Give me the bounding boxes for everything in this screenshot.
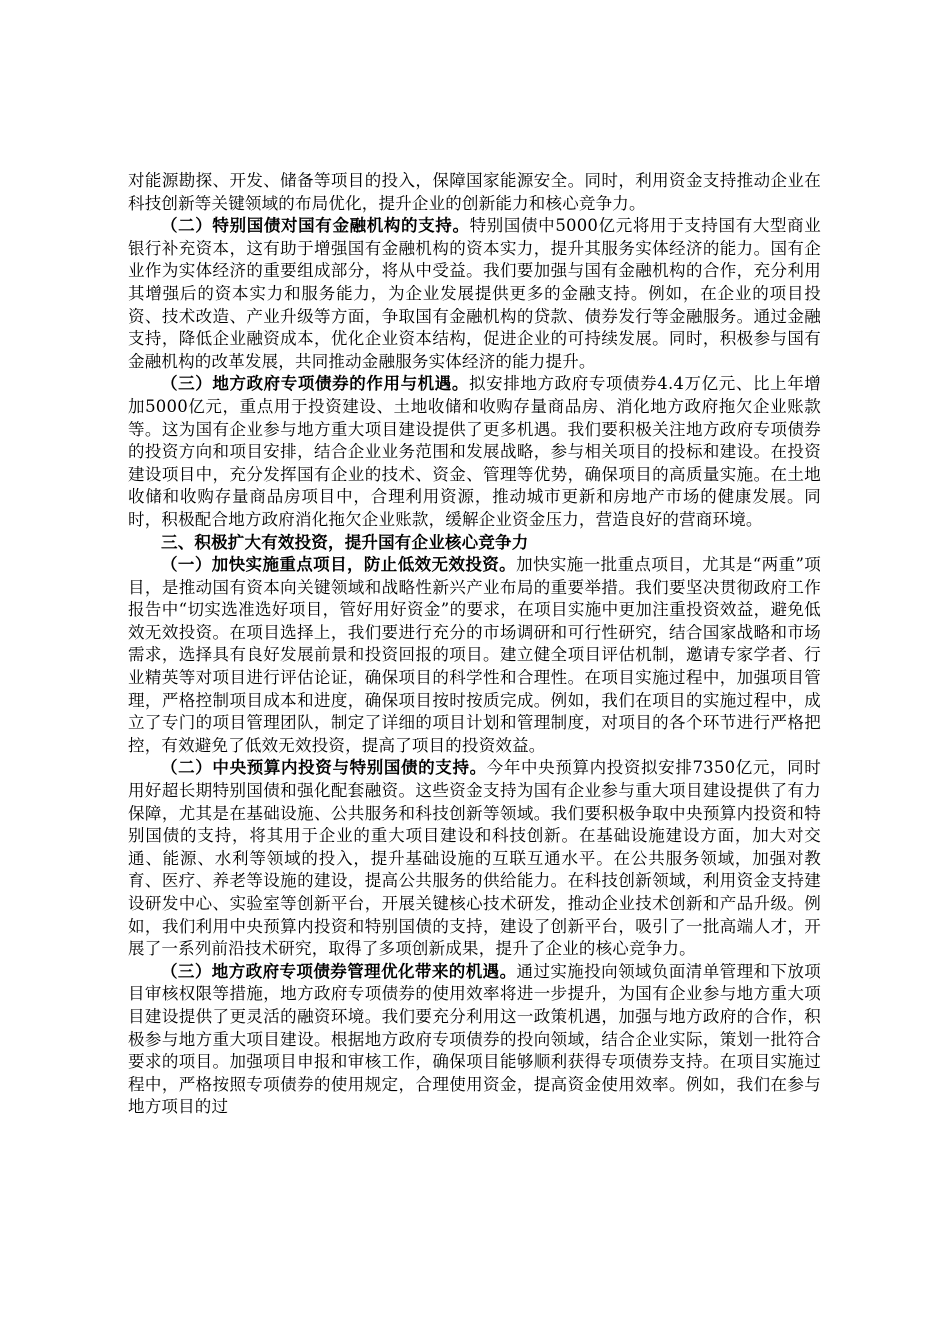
- paragraph-special-bonds-financial: [128, 215, 821, 373]
- paragraph-text: 今年中央预算内投资拟安排7350亿元，同时用好超长期特别国债和强化配套融资。这些资金支持为国有企业参与重大项目建设提供了有力保障，尤其是在基础设施、公共服务和科技创新等领域。我们要积极争取中央预算内投资和特别国债的支持，将其用于企业的重大项目建设和科技创新。在基础设施建设方面，加大对交通、能源、水利等领域的投入，提升基础设施的互联互通水平。在公共服务领域，加强对教育、医疗、养老等设施的建设，提高公共服务的供给能力。在科技创新领域，利用资金支持建设研发中心、实验室等创新平台，开展关键核心技术研发，推动企业技术创新和产品升级。例如，我们利用中央预算内投资和特别国债的支持，建设了创新平台，吸引了一批高端人才，开展了一系列前沿技术研究，取得了多项创新成果，提升了企业的核心竞争力。: [128, 758, 821, 959]
- paragraph-lead: （二）中央预算内投资与特别国债的支持。: [161, 758, 487, 778]
- paragraph-text: 拟安排地方政府专项债券4.4万亿元、比上年增加5000亿元，重点用于投资建设、土地收储和收购存量商品房、消化地方政府拖欠企业账款等。这为国有企业参与地方重大项目建设提供了更多机遇。我们要积极关注地方政府专项债券的投资方向和项目安排，结合企业业务范围和发展战略，参与相关项目的投标和建设。在投资建设项目中，充分发挥国有企业的技术、资金、管理等优势，确保项目的高质量实施。在土地收储和收购存量商品房项目中，合理利用资源，推动城市更新和房地产市场的健康发展。同时，积极配合地方政府消化拖欠企业账款，缓解企业资金压力，营造良好的营商环境。: [128, 374, 822, 529]
- paragraph-central-budget: [128, 757, 821, 960]
- paragraph-text: 特别国债中5000亿元将用于支持国有大型商业银行补充资本，这有助于增强国有金融机构的资本实力，提升其服务实体经济的能力。国有企业作为实体经济的重要组成部分，将从中受益。我们要加强与国有金融机构的合作，充分利用其增强后的资本实力和服务能力，为企业发展提供更多的金融支持。例如，在企业的项目投资、技术改造、产业升级等方面，争取国有金融机构的贷款、债券发行等金融服务。通过金融支持，降低企业融资成本，优化企业资本结构，促进企业的可持续发展。同时，积极参与国有金融机构的改革发展，共同推动金融服务实体经济的能力提升。: [128, 216, 821, 371]
- section-heading: 三、积极扩大有效投资，提升国有企业核心竞争力: [161, 532, 529, 552]
- paragraph-local-bonds-role: [128, 373, 821, 531]
- document-body: [128, 170, 821, 1119]
- paragraph-lead: （三）地方政府专项债券管理优化带来的机遇。: [161, 961, 517, 981]
- paragraph-local-bonds-optimization: [128, 961, 821, 1119]
- paragraph-lead: （一）加快实施重点项目，防止低效无效投资。: [161, 555, 517, 575]
- paragraph-text: 通过实施投向领域负面清单管理和下放项目审核权限等措施，地方政府专项债券的使用效率将进一步提升，为国有企业参与地方重大项目建设提供了更灵活的融资环境。我们要充分利用这一政策机遇，加强与地方政府的合作，积极参与地方重大项目建设。根据地方政府专项债券的投向领域，结合企业实际，策划一批符合要求的项目。加强项目申报和审核工作，确保项目能够顺利获得专项债券支持。在项目实施过程中，严格按照专项债券的使用规定，合理使用资金，提高资金使用效率。例如，我们在参与地方项目的过: [128, 961, 822, 1117]
- paragraph-text: 加快实施一批重点项目，尤其是“两重”项目，是推动国有资本向关键领域和战略性新兴产业布局的重要举措。我们要坚决贯彻政府工作报告中“切实选准选好项目，管好用好资金”的要求，在项目实施中更加注重投资效益，避免低效无效投资。在项目选择上，我们要进行充分的市场调研和可行性研究，结合国家战略和市场需求，选择具有良好发展前景和投资回报的项目。建立健全项目评估机制，邀请专家学者、行业精英等对项目进行评估论证，确保项目的科学性和合理性。在项目实施过程中，加强项目管理，严格控制项目成本和进度，确保项目按时按质完成。例如，我们在项目的实施过程中，成立了专门的项目管理团队，制定了详细的项目计划和管理制度，对项目的各个环节进行严格把控，有效避免了低效无效投资，提高了项目的投资效益。: [128, 555, 821, 755]
- paragraph-text: 对能源勘探、开发、储备等项目的投入，保障国家能源安全。同时，利用资金支持推动企业在科技创新等关键领域的布局优化，提升企业的创新能力和核心竞争力。: [128, 171, 821, 213]
- paragraph-key-projects: [128, 554, 821, 757]
- paragraph-lead: （三）地方政府专项债券的作用与机遇。: [161, 374, 470, 394]
- paragraph-continuation: [128, 170, 821, 215]
- paragraph-lead: （二）特别国债对国有金融机构的支持。: [161, 216, 470, 236]
